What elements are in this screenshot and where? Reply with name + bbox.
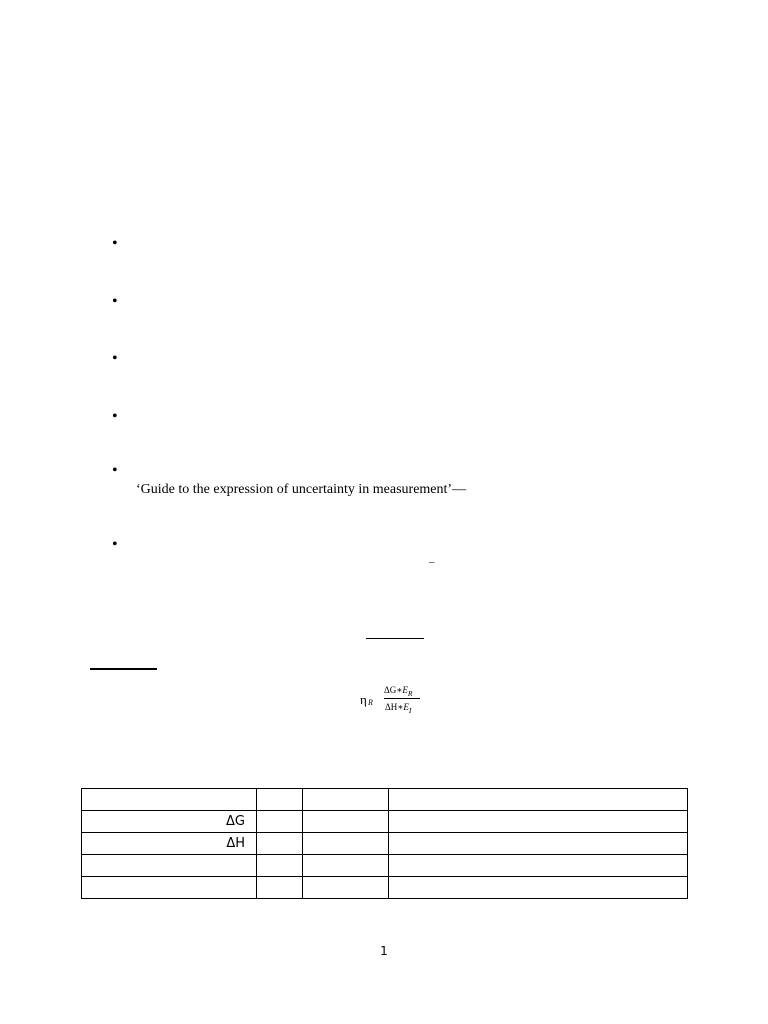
- bullet-5: •: [112, 462, 118, 479]
- table-cell: [389, 855, 688, 877]
- formula-fraction-bar: [384, 698, 420, 699]
- efficiency-formula: [360, 683, 440, 717]
- bullet-5-text: ‘Guide to the expression of uncertainty in measurement’—: [136, 482, 467, 497]
- table-cell: [303, 877, 389, 899]
- formula-numerator-sub: R: [407, 688, 413, 698]
- bullet-1: •: [112, 235, 118, 252]
- bullet-2: •: [112, 293, 118, 310]
- table-cell: [257, 833, 303, 855]
- table-cell: [303, 789, 389, 811]
- formula-numerator-delta: ΔG∗: [384, 685, 403, 695]
- table-cell: [303, 833, 389, 855]
- formula-numerator: [384, 685, 413, 698]
- bullet-3: •: [112, 350, 118, 367]
- table-cell: [82, 855, 257, 877]
- table-cell: [257, 811, 303, 833]
- page-number: 1: [380, 944, 388, 958]
- table-cell: [257, 877, 303, 899]
- formula-eta-subscript: R: [368, 698, 373, 707]
- table-cell: [257, 789, 303, 811]
- table-cell: [389, 789, 688, 811]
- formula-denominator-sub: I: [408, 705, 412, 715]
- table-row: [82, 811, 688, 833]
- data-table: [81, 788, 688, 899]
- table-row: [82, 833, 688, 855]
- formula-eta: η: [360, 692, 367, 707]
- heading-underline: [90, 668, 157, 670]
- table-cell: [303, 811, 389, 833]
- table-cell: [389, 877, 688, 899]
- table-cell: ΔH: [82, 833, 257, 855]
- bullet-4: •: [112, 408, 118, 425]
- bullet-6: •: [112, 536, 118, 553]
- formula-denominator: [385, 702, 411, 715]
- short-underline: [366, 638, 424, 639]
- table-row: [82, 877, 688, 899]
- table-cell: ΔG: [82, 811, 257, 833]
- formula-denominator-delta: ΔH∗: [385, 702, 404, 712]
- table-cell: [389, 811, 688, 833]
- bullet-6-dash: –: [429, 556, 435, 568]
- table-row: [82, 855, 688, 877]
- table-cell: [82, 877, 257, 899]
- table-cell: [303, 855, 389, 877]
- formula-denominator-var: E: [403, 702, 409, 712]
- table-cell: [257, 855, 303, 877]
- table-cell: [82, 789, 257, 811]
- formula-numerator-var: E: [402, 685, 408, 695]
- table-row: [82, 789, 688, 811]
- table-cell: [389, 833, 688, 855]
